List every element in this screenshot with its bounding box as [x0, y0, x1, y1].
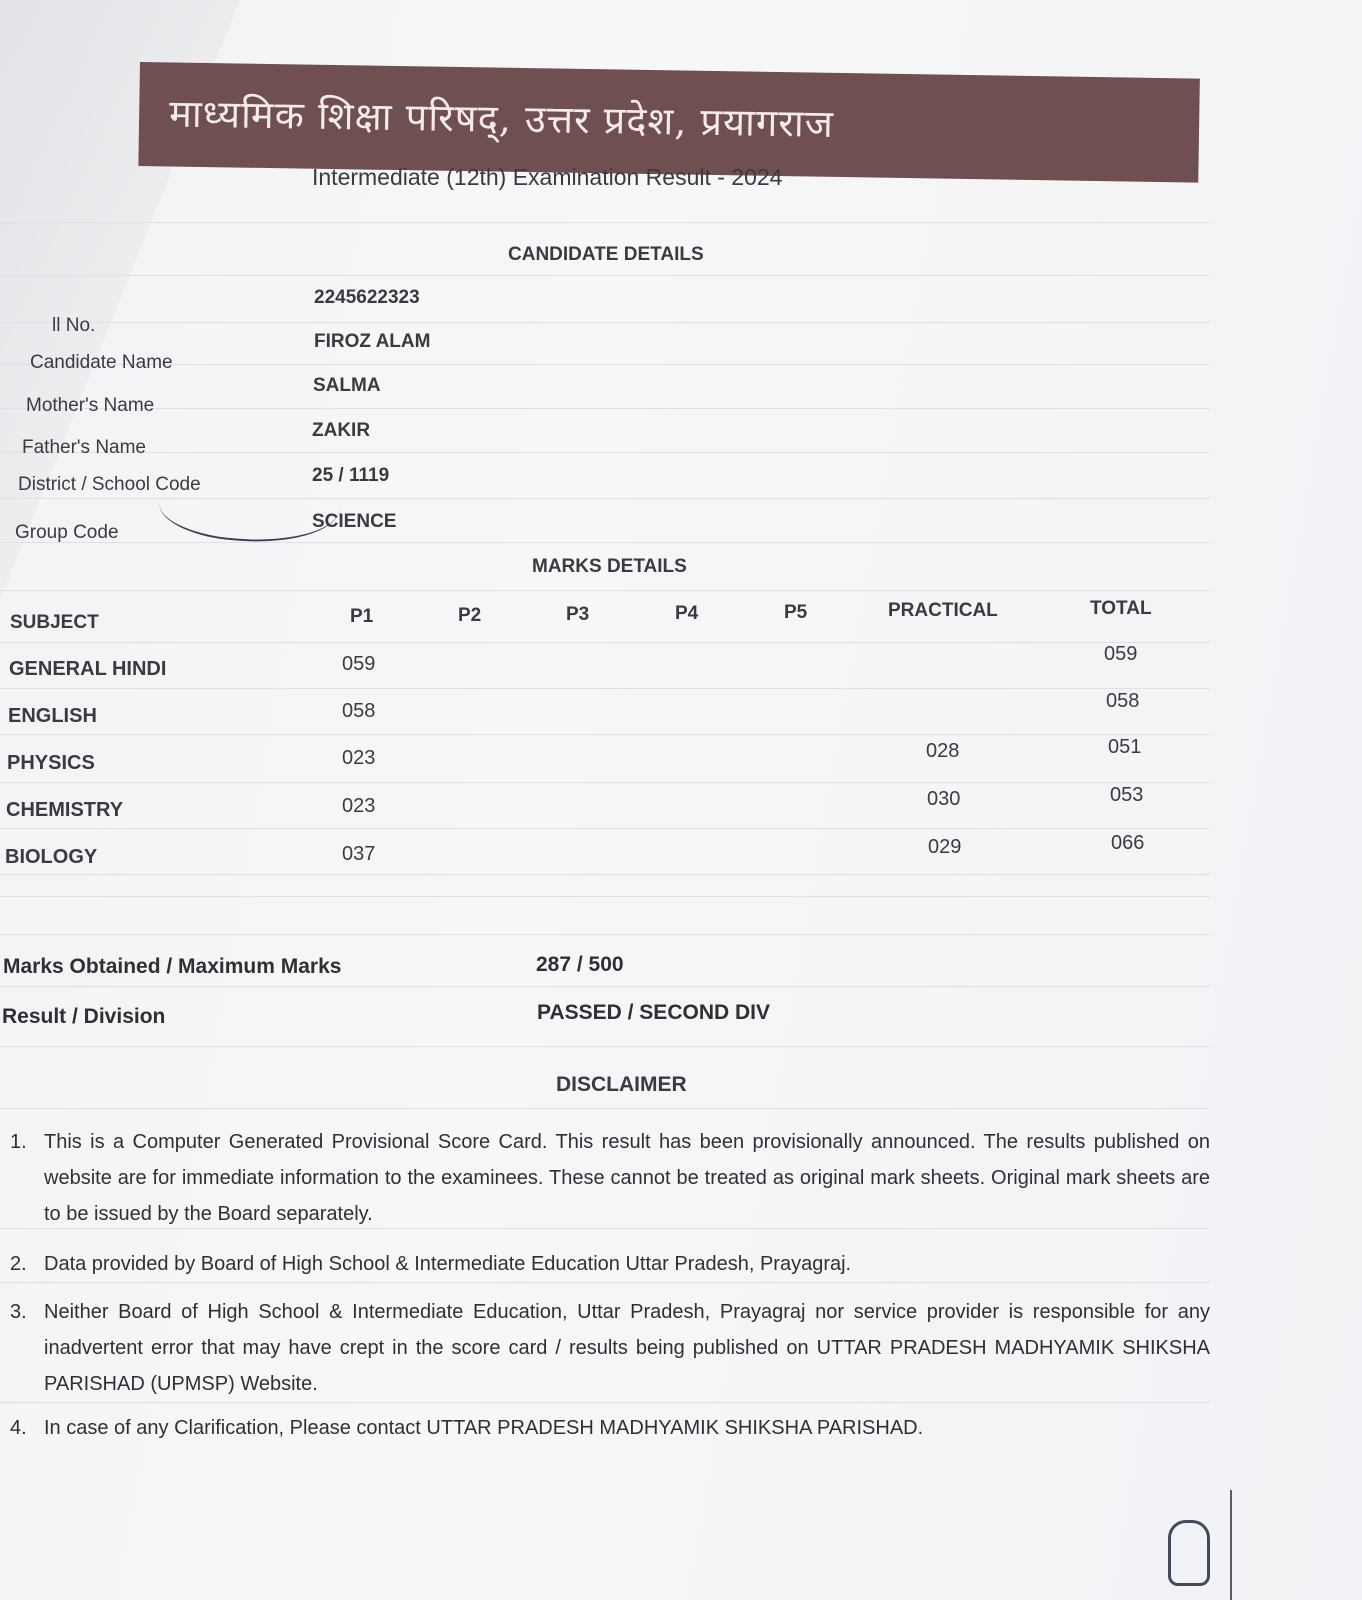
col-p1-header: P1	[350, 606, 374, 627]
father-name-value: ZAKIR	[312, 420, 371, 441]
group-code-value: SCIENCE	[312, 511, 397, 532]
father-name-label: Father's Name	[22, 437, 147, 458]
marks-obtained-label: Marks Obtained / Maximum Marks	[3, 955, 342, 978]
group-code-label: Group Code	[15, 522, 119, 543]
disclaimer-item	[10, 1410, 1210, 1446]
col-p5-header: P5	[784, 602, 808, 623]
table-cell-total: 053	[1110, 784, 1144, 806]
roll-no-value: 2245622323	[314, 287, 420, 308]
rule	[0, 688, 1210, 689]
district-school-code-value: 25 / 1119	[312, 465, 390, 486]
disclaimer-heading: DISCLAIMER	[556, 1073, 687, 1096]
candidate-name-value: FIROZ ALAM	[314, 331, 431, 352]
rule	[0, 1228, 1210, 1229]
rule	[0, 364, 1210, 365]
rule	[0, 642, 1210, 643]
disclaimer-item-text: This is a Computer Generated Provisional Score Card. This result has been provisionally announced. The results published on website are for immediate information to the examinees. These cannot be treated as original mark sheets. Original mark sheets are to be issued by the Board separately.	[44, 1131, 1210, 1225]
candidate-details-heading: CANDIDATE DETAILS	[508, 244, 704, 265]
disclaimer-item	[10, 1246, 1210, 1282]
disclaimer-item-number: 2.	[10, 1253, 27, 1275]
mother-name-value: SALMA	[313, 375, 381, 396]
marks-details-heading: MARKS DETAILS	[532, 556, 687, 577]
roll-no-label: ll No.	[52, 315, 96, 336]
col-subject-header: SUBJECT	[10, 612, 99, 633]
disclaimer-item-text: Neither Board of High School & Intermediate Education, Uttar Pradesh, Prayagraj nor service provider is responsible for any inadvertent error that may have crept in the score card / results being published on UTTAR PRADESH MADHYAMIK SHIKSHA PARISHAD (UPMSP) Website.	[44, 1301, 1210, 1395]
table-cell-p1: 058	[342, 700, 376, 722]
mother-name-label: Mother's Name	[26, 395, 155, 416]
table-row-subject: PHYSICS	[7, 752, 95, 774]
rule	[0, 222, 1210, 223]
result-division-value: PASSED / SECOND DIV	[537, 1001, 770, 1024]
table-cell-practical: 028	[926, 740, 960, 762]
table-row-subject: CHEMISTRY	[6, 799, 124, 821]
disclaimer-item-text: In case of any Clarification, Please contact UTTAR PRADESH MADHYAMIK SHIKSHA PARISHAD.	[44, 1417, 924, 1439]
rule	[0, 1046, 1210, 1047]
table-cell-practical: 030	[927, 788, 961, 810]
col-p3-header: P3	[566, 604, 590, 625]
col-p4-header: P4	[675, 603, 699, 624]
rule	[0, 1282, 1210, 1283]
table-row-subject: ENGLISH	[8, 705, 97, 727]
table-cell-practical: 029	[928, 836, 962, 858]
col-practical-header: PRACTICAL	[888, 600, 998, 621]
rule	[0, 782, 1210, 783]
table-cell-p1: 023	[342, 747, 376, 769]
rule	[0, 322, 1210, 323]
result-division-label: Result / Division	[2, 1005, 166, 1028]
rule	[0, 986, 1210, 987]
rule	[0, 934, 1210, 935]
disclaimer-item	[10, 1124, 1210, 1232]
rule	[0, 408, 1210, 409]
rule	[0, 874, 1210, 875]
rule	[0, 734, 1210, 735]
table-cell-p1: 037	[342, 843, 376, 865]
table-cell-total: 059	[1104, 643, 1138, 665]
disclaimer-item-text: Data provided by Board of High School & Intermediate Education Uttar Pradesh, Prayagraj.	[44, 1253, 852, 1275]
rule	[0, 1402, 1210, 1403]
disclaimer-item-number: 1.	[10, 1131, 27, 1153]
rule	[0, 896, 1210, 897]
rule	[0, 590, 1210, 591]
marks-obtained-value: 287 / 500	[536, 953, 624, 976]
rule	[0, 275, 1210, 276]
table-cell-total: 058	[1106, 690, 1140, 712]
disclaimer-item-number: 3.	[10, 1301, 27, 1323]
table-row-subject: BIOLOGY	[5, 846, 98, 868]
district-school-code-label: District / School Code	[18, 474, 201, 495]
table-row-subject: GENERAL HINDI	[9, 658, 167, 680]
binder-clip-icon	[1168, 1520, 1210, 1586]
rule	[0, 542, 1210, 543]
table-cell-p1: 059	[342, 653, 376, 675]
paper-edge	[1230, 1490, 1232, 1600]
page-title: Intermediate (12th) Examination Result - 2024	[312, 164, 783, 190]
col-p2-header: P2	[458, 605, 482, 626]
board-name: माध्यमिक शिक्षा परिषद्, उत्तर प्रदेश, प्रयागराज	[168, 91, 835, 146]
rule	[0, 452, 1210, 453]
disclaimer-item-number: 4.	[10, 1417, 27, 1439]
disclaimer-item	[10, 1294, 1210, 1402]
rule	[0, 828, 1210, 829]
candidate-name-label: Candidate Name	[30, 352, 173, 373]
table-cell-p1: 023	[342, 795, 376, 817]
table-cell-total: 051	[1108, 736, 1142, 758]
table-cell-total: 066	[1111, 832, 1145, 854]
rule	[0, 1108, 1210, 1109]
col-total-header: TOTAL	[1090, 598, 1152, 619]
